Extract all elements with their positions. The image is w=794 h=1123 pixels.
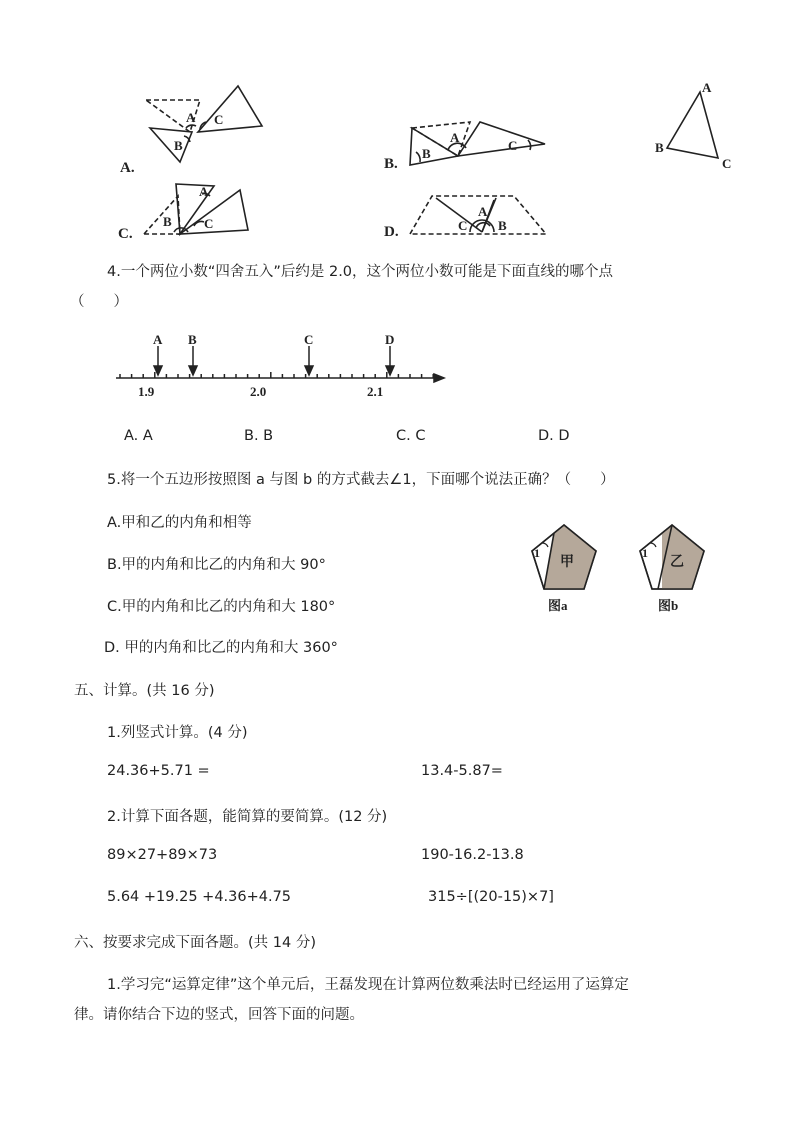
q5-option-b: B.甲的内角和比乙的内角和大 90° bbox=[107, 557, 326, 573]
q4-arrow-d bbox=[386, 346, 394, 375]
q5-fig-b-angle: 1 bbox=[642, 546, 648, 560]
q3-option-c: C. bbox=[118, 226, 133, 242]
section6-title: 六、按要求完成下面各题。(共 14 分) bbox=[74, 935, 316, 951]
q3-option-b: B. bbox=[384, 156, 398, 172]
q3-figure-a bbox=[146, 86, 262, 162]
calc1-left: 24.36+5.71 = bbox=[107, 763, 210, 779]
q3-option-a: A. bbox=[120, 160, 135, 176]
q4-number-line bbox=[100, 330, 460, 410]
q3-figure-c bbox=[144, 184, 248, 234]
q4-tick-1-9: 1.9 bbox=[138, 384, 155, 399]
q3-option-d: D. bbox=[384, 224, 399, 240]
q3-c-label-b: B bbox=[163, 214, 172, 229]
q3-b-label-c: C bbox=[508, 138, 518, 153]
q5-option-c: C.甲的内角和比乙的内角和大 180° bbox=[107, 599, 336, 615]
q3-c-label-a: A bbox=[199, 184, 209, 199]
q3-b-label-b: B bbox=[422, 146, 431, 161]
q4-arrow-c bbox=[305, 346, 313, 375]
q4-arrow-b bbox=[189, 346, 197, 375]
q3-figures bbox=[0, 0, 794, 250]
q4-option-a: A. A bbox=[124, 428, 153, 444]
q5-fig-a-angle: 1 bbox=[534, 546, 540, 560]
q5-fig-b-caption: 图b bbox=[658, 598, 679, 613]
calc2-1: 89×27+89×73 bbox=[107, 847, 218, 863]
q5-fig-b-region: 乙 bbox=[670, 555, 684, 570]
calc1-right: 13.4-5.87= bbox=[421, 763, 503, 779]
q3-d-label-c: C bbox=[458, 218, 468, 233]
q4-point-a: A bbox=[153, 332, 163, 347]
section5-title: 五、计算。(共 16 分) bbox=[74, 683, 215, 699]
q5-question: 5.将一个五边形按照图 a 与图 b 的方式截去∠1，下面哪个说法正确？（ ） bbox=[107, 472, 615, 488]
q3-ref-label-a: A bbox=[702, 80, 712, 95]
q4-point-c: C bbox=[304, 332, 314, 347]
q3-ref-label-c: C bbox=[722, 156, 732, 171]
q4-option-c: C. C bbox=[396, 428, 426, 444]
q5-fig-a-region: 甲 bbox=[560, 555, 574, 570]
q5-fig-a-caption: 图a bbox=[548, 598, 568, 613]
q4-arrow-a bbox=[154, 346, 162, 375]
q3-a-label-b: B bbox=[174, 138, 183, 153]
q4-point-d: D bbox=[385, 332, 395, 347]
q3-d-label-b: B bbox=[498, 218, 507, 233]
q5-figures bbox=[520, 515, 720, 620]
q3-a-label-a: A bbox=[186, 110, 196, 125]
section5-sub1: 1.列竖式计算。(4 分) bbox=[107, 725, 248, 741]
section5-sub2: 2.计算下面各题，能简算的要简算。(12 分) bbox=[107, 809, 388, 825]
q3-b-label-a: A bbox=[450, 130, 460, 145]
q3-reference-triangle bbox=[667, 92, 718, 158]
section6-p1-line1: 1.学习完“运算定律”这个单元后，王磊发现在计算两位数乘法时已经运用了运算定 bbox=[107, 977, 629, 993]
q3-ref-label-b: B bbox=[655, 140, 664, 155]
section6-p1-line2: 律。请你结合下边的竖式，回答下面的问题。 bbox=[74, 1007, 364, 1023]
q4-tick-2-0: 2.0 bbox=[250, 384, 267, 399]
q5-option-a: A.甲和乙的内角和相等 bbox=[107, 515, 252, 531]
q4-option-b: B. B bbox=[244, 428, 274, 444]
calc2-2: 190-16.2-13.8 bbox=[421, 847, 524, 863]
calc2-4: 315÷[(20-15)×7] bbox=[428, 889, 554, 905]
q3-d-label-a: A bbox=[478, 204, 488, 219]
q3-c-label-c: C bbox=[204, 216, 214, 231]
calc2-3: 5.64 +19.25 +4.36+4.75 bbox=[107, 889, 292, 905]
q4-tick-2-1: 2.1 bbox=[367, 384, 384, 399]
q3-a-label-c: C bbox=[214, 112, 224, 127]
q4-answer-paren: （ ） bbox=[70, 294, 128, 310]
q5-option-d: D. 甲的内角和比乙的内角和大 360° bbox=[104, 640, 338, 656]
q4-question: 4.一个两位小数“四舍五入”后约是 2.0，这个两位小数可能是下面直线的哪个点 bbox=[107, 264, 614, 280]
q4-option-d: D. D bbox=[538, 428, 570, 444]
q4-point-b: B bbox=[188, 332, 197, 347]
